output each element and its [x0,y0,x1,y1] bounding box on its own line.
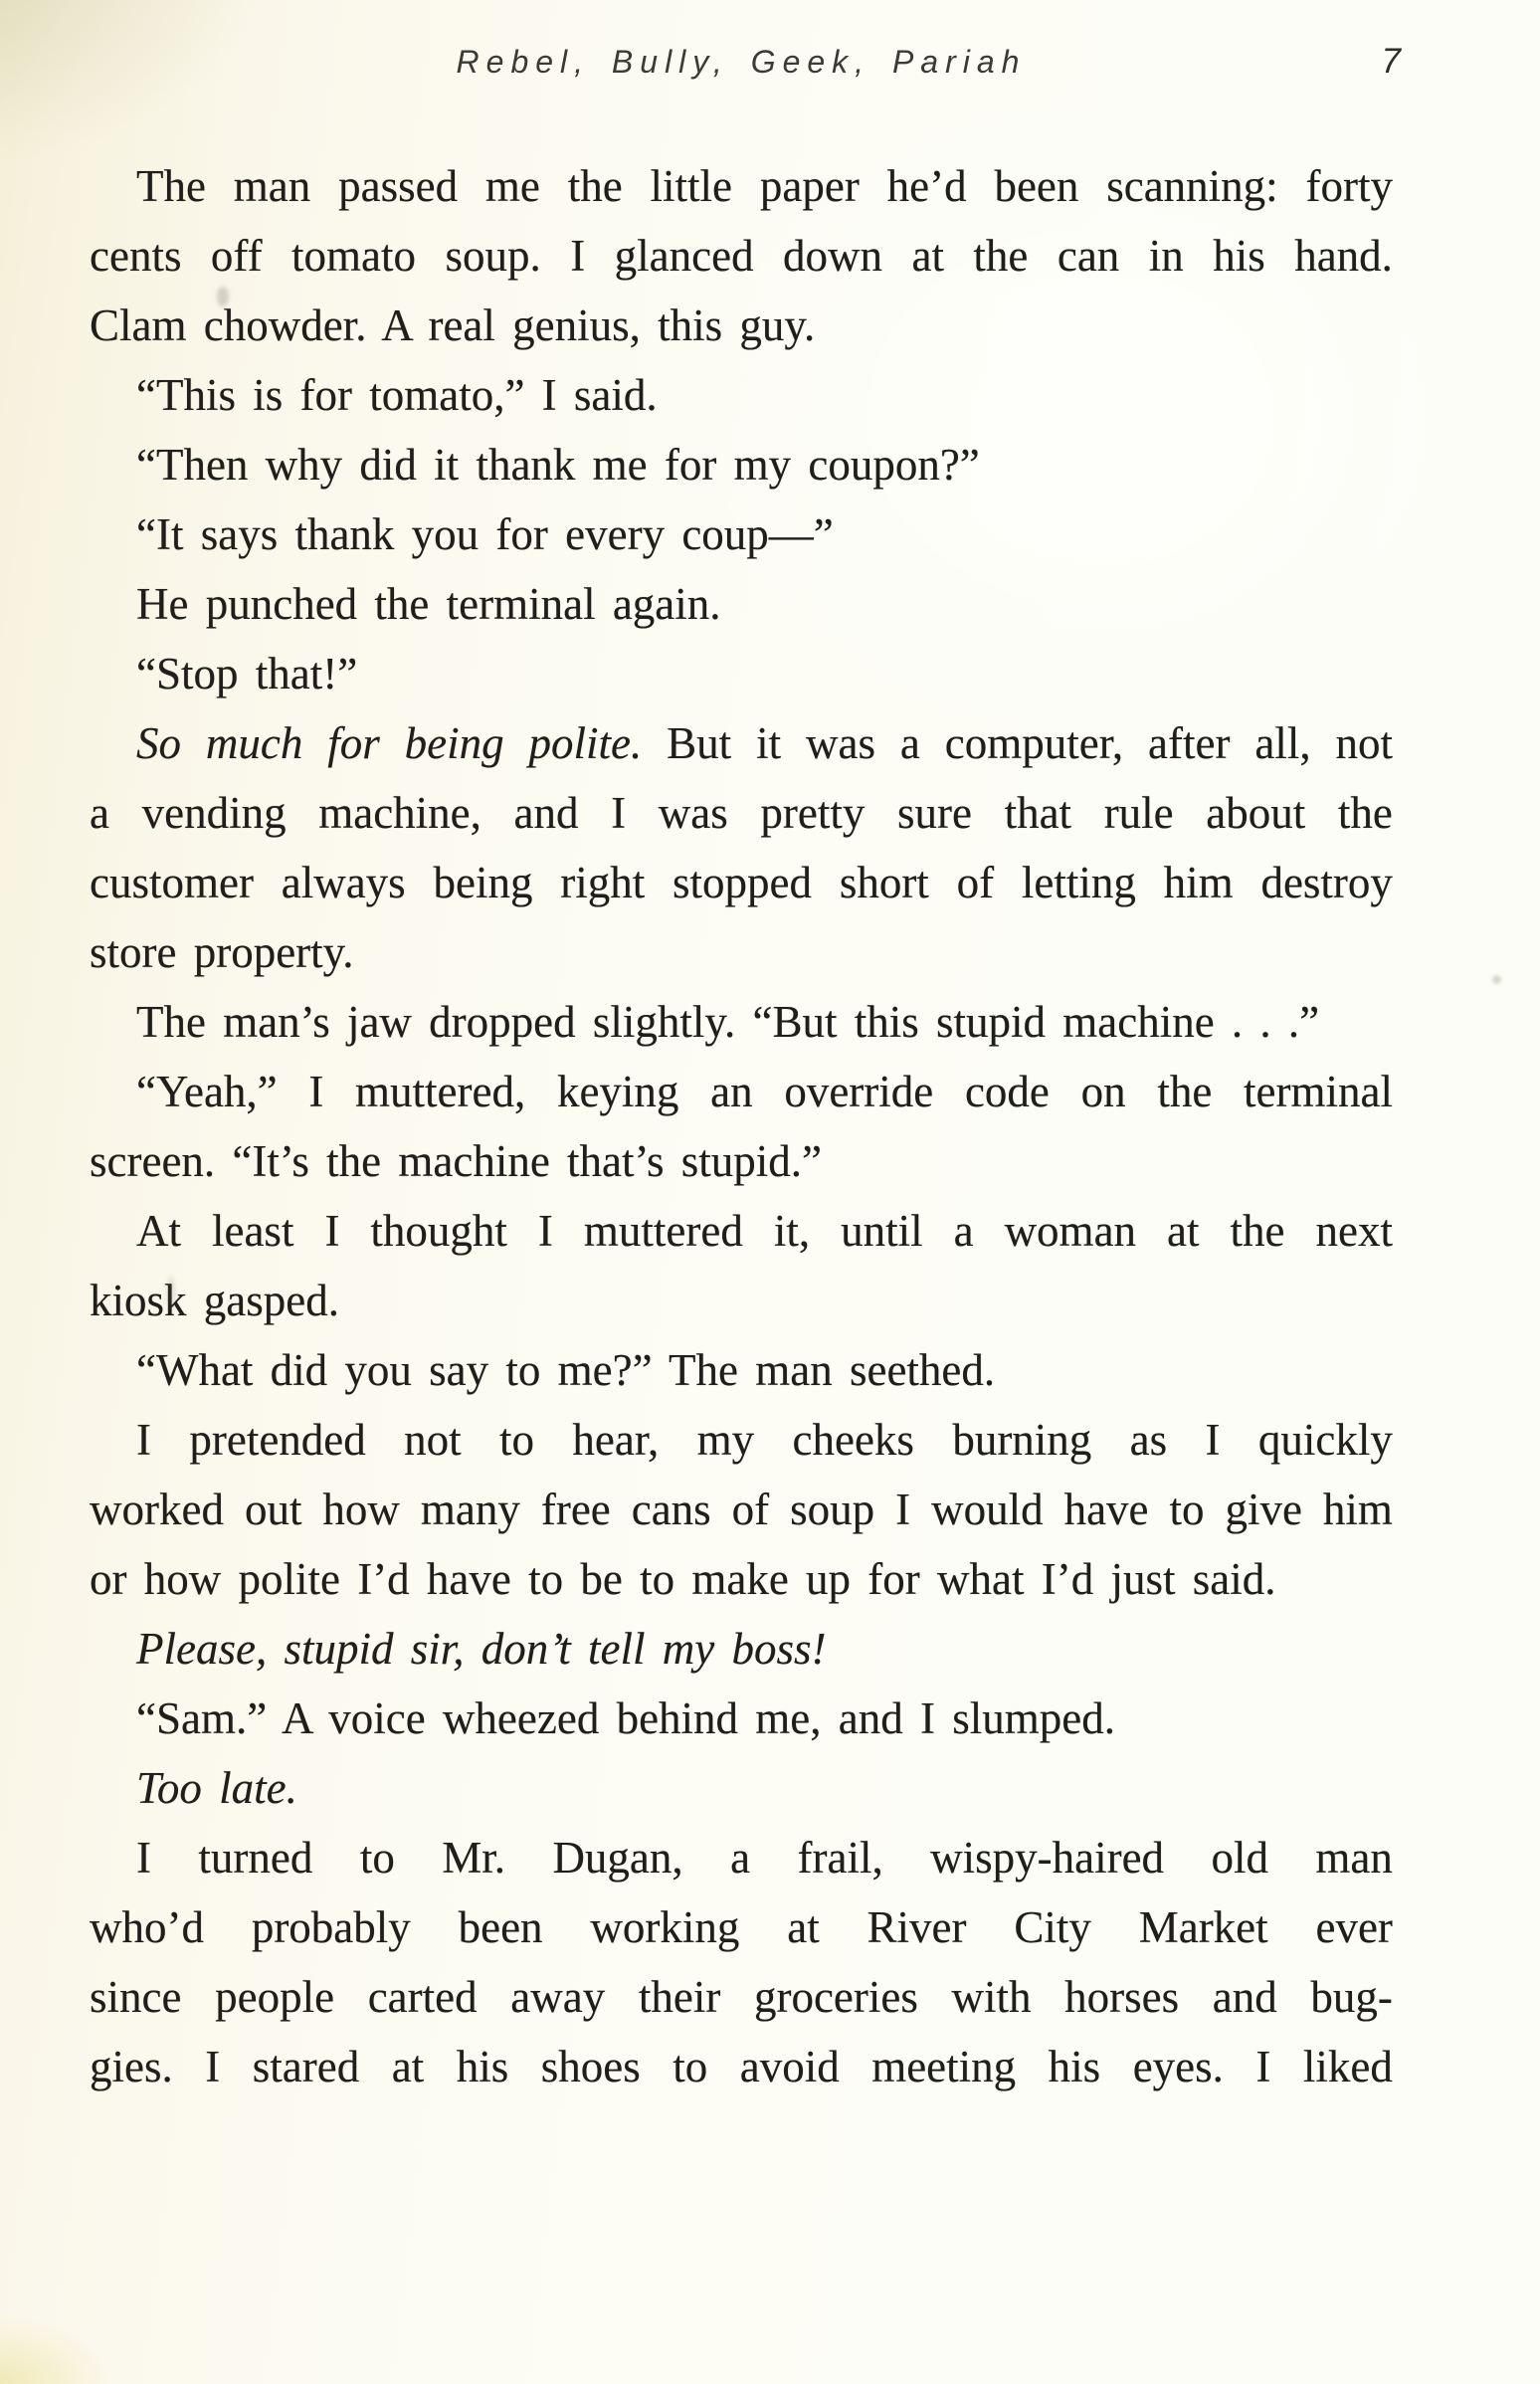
scan-smudge-artifact [167,1276,175,1311]
body-text [90,151,1393,2101]
body-line: “What did you say to me?” The man seethed. [136,1345,996,1395]
body-line: The man’s jaw dropped slightly. “But this stupid machine . . .” [136,997,1320,1047]
body-line: customer always being right stopped short of letting him destroy [90,858,1393,907]
body-line: cents off tomato soup. I glanced down at the can in his hand. [90,231,1393,281]
body-line: gies. I stared at his shoes to avoid meeting his eyes. I liked [90,2042,1393,2091]
body-line: “This is for tomato,” I said. [136,370,658,420]
page-number: 7 [1381,42,1401,81]
body-line: At least I thought I muttered it, until a woman at the next [136,1206,1393,1256]
body-line: I turned to Mr. Dugan, a frail, wispy-haired old man [136,1833,1393,1883]
body-line: Too late. [136,1763,297,1813]
body-line: “Sam.” A voice wheezed behind me, and I slumped. [136,1693,1115,1743]
scan-speck-artifact [1492,975,1501,984]
body-line: kiosk gasped. [90,1276,339,1325]
body-line: a vending machine, and I was pretty sure that rule about the [90,788,1393,838]
body-line: Please, stupid sir, don’t tell my boss! [136,1624,827,1674]
body-line: store property. [90,927,354,977]
body-line: I pretended not to hear, my cheeks burning as I quickly [136,1415,1393,1465]
body-line: since people carted away their groceries with horses and bug- [90,1972,1393,2022]
body-line: “Then why did it thank me for my coupon?” [136,440,980,490]
scan-smudge-artifact [217,287,229,306]
body-line: screen. “It’s the machine that’s stupid.” [90,1136,823,1186]
body-line: “It says thank you for every coup—” [136,509,834,559]
body-line: “Stop that!” [136,649,358,698]
body-line: So much for being polite. But it was a computer, after all, not [136,718,1393,768]
body-line: who’d probably been working at River City Market ever [90,1902,1393,1952]
body-line: He punched the terminal again. [136,579,721,629]
body-line: “Yeah,” I muttered, keying an override code on the terminal [136,1067,1393,1116]
body-line: or how polite I’d have to be to make up for what I’d just said. [90,1554,1276,1604]
body-line: The man passed me the little paper he’d been scanning: forty [136,161,1393,211]
body-line: Clam chowder. A real genius, this guy. [90,300,816,350]
running-header-title: Rebel, Bully, Geek, Pariah [456,44,1027,80]
body-line: worked out how many free cans of soup I would have to give him [90,1485,1393,1534]
